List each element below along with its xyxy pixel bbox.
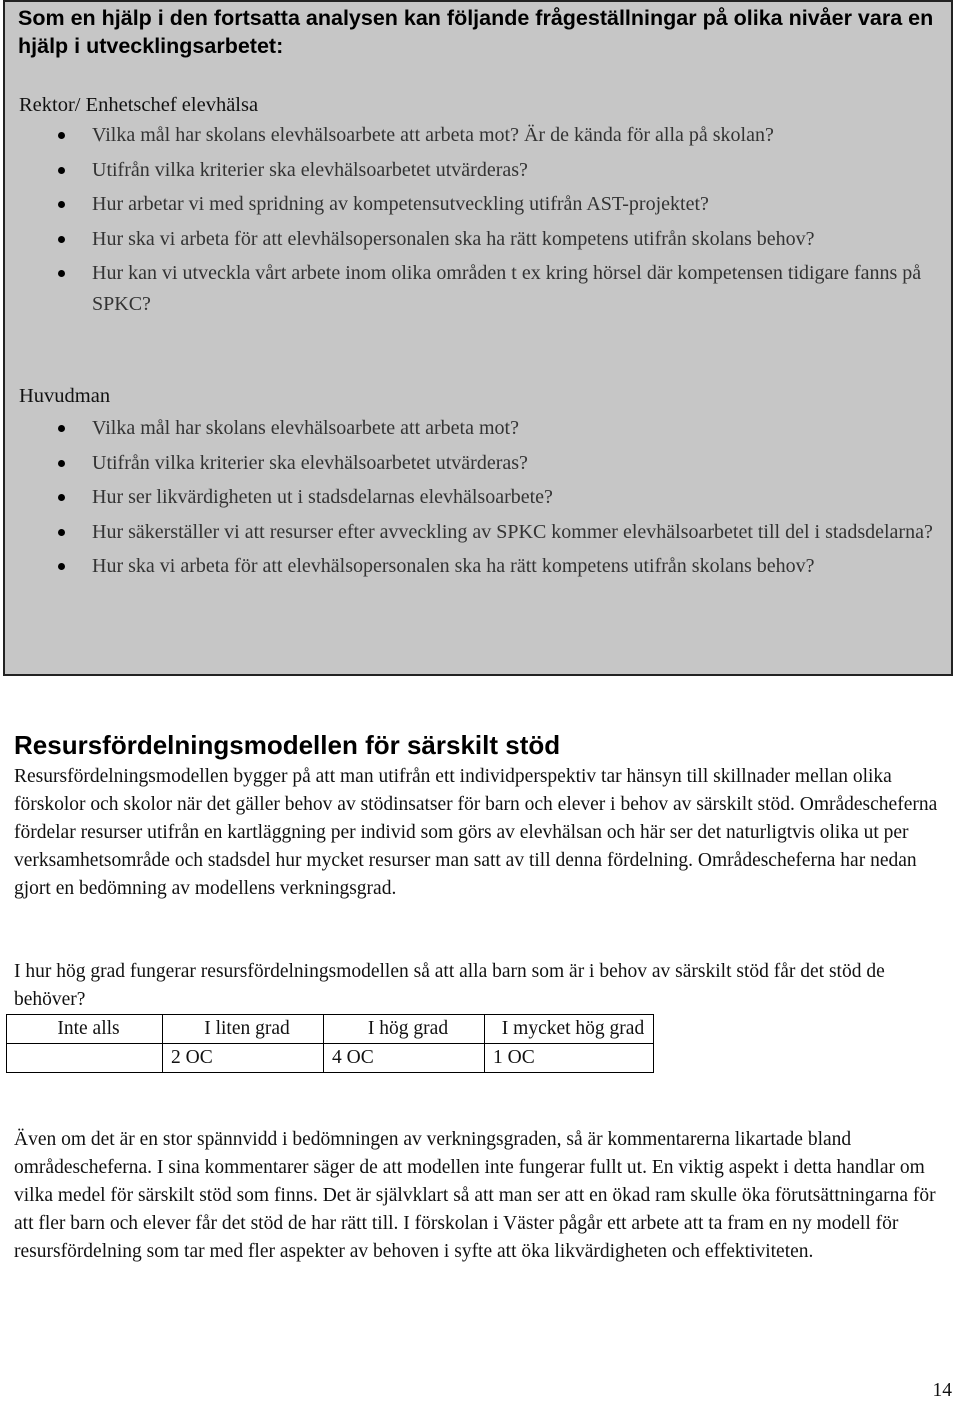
question-list-rektor	[5, 120, 950, 324]
table-header-cell: Inte alls	[7, 1015, 163, 1044]
table-header-cell: I hög grad	[324, 1015, 485, 1044]
list-item: Vilka mål har skolans elevhälsoarbete att arbeta mot? Är de kända för alla på skolan?	[5, 120, 950, 151]
list-item: Hur säkerställer vi att resurser efter avveckling av SPKC kommer elevhälsoarbetet till del i stadsdelarna?	[5, 517, 950, 548]
bullet-icon	[58, 270, 65, 277]
paragraph-model-description: Resursfördelningsmodellen bygger på att man utifrån ett individperspektiv tar hänsyn till skillnader mellan olika förskolor och skolor när det gäller behov av stödinsatser för barn och elever i behov av särskilt stöd. Områdescheferna fördelar resurser utifrån en kartläggning per individ som görs av elevhälsan och här ser det naturligtvis olika ut per verksamhetsområde och stadsdel hur mycket resurser man satt av till denna fördelning. Områdescheferna har nedan gjort en bedömning av modellens verkningsgrad.	[14, 766, 938, 899]
section-heading-resursfordelning: Resursfördelningsmodellen för särskilt stöd	[14, 730, 561, 760]
paragraph-question: I hur hög grad fungerar resursfördelningsmodellen så att alla barn som är i behov av särskilt stöd får det stöd de behöver?	[14, 961, 885, 1010]
list-item: Hur kan vi utveckla vårt arbete inom olika områden t ex kring hörsel där kompetensen tidigare fanns på SPKC?	[5, 258, 950, 320]
bullet-icon	[58, 236, 65, 243]
paragraph-comments: Även om det är en stor spännvidd i bedömningen av verkningsgraden, så är kommentarerna likartade bland områdescheferna. I sina kommentarer säger de att modellen inte fungerar fullt ut. En viktig aspekt i detta handlar om vilka medel för särskilt stöd som finns. Det är självklart så att man ser att en ökad ram skulle öka förutsättningarna för att fler barn och elever får det stöd de har rätt till. I förskolan i Väster pågår ett arbete att ta fram en ny modell för resursfördelning som tar med fler aspekter av behoven i syfte att öka likvärdigheten och effektiviteten.	[14, 1129, 936, 1262]
table-header-cell: I liten grad	[163, 1015, 324, 1044]
bullet-icon	[58, 494, 65, 501]
list-item: Hur arbetar vi med spridning av kompetensutveckling utifrån AST-projektet?	[5, 189, 950, 220]
list-item: Hur ska vi arbeta för att elevhälsopersonalen ska ha rätt kompetens utifrån skolans behov?	[5, 551, 950, 582]
bullet-icon	[58, 201, 65, 208]
bullet-icon	[58, 460, 65, 467]
table-header-row	[7, 1015, 654, 1044]
list-item: Utifrån vilka kriterier ska elevhälsoarbetet utvärderas?	[5, 155, 950, 186]
assessment-table	[6, 1014, 654, 1073]
section-heading-rektor: Rektor/ Enhetschef elevhälsa	[19, 94, 259, 116]
bullet-icon	[58, 529, 65, 536]
list-item: Vilka mål har skolans elevhälsoarbete att arbeta mot?	[5, 413, 950, 444]
box-title: Som en hjälp i den fortsatta analysen kan följande frågeställningar på olika nivåer vara en hjälp i utvecklingsarbetet:	[18, 6, 934, 58]
table-header-cell: I mycket hög grad	[485, 1015, 654, 1044]
section-heading-huvudman: Huvudman	[19, 385, 111, 407]
bullet-icon	[58, 425, 65, 432]
table-cell: 4 OC	[324, 1044, 485, 1073]
list-item: Hur ser likvärdigheten ut i stadsdelarnas elevhälsoarbete?	[5, 482, 950, 513]
bullet-icon	[58, 563, 65, 570]
table-cell: 1 OC	[485, 1044, 654, 1073]
table-row	[7, 1044, 654, 1073]
bullet-icon	[58, 132, 65, 139]
table-cell	[7, 1044, 163, 1073]
list-item: Utifrån vilka kriterier ska elevhälsoarbetet utvärderas?	[5, 448, 950, 479]
list-item: Hur ska vi arbeta för att elevhälsopersonalen ska ha rätt kompetens utifrån skolans behov?	[5, 224, 950, 255]
bullet-icon	[58, 167, 65, 174]
question-list-huvudman	[5, 413, 950, 586]
questions-box	[3, 0, 953, 676]
page-number: 14	[932, 1380, 952, 1401]
table-cell: 2 OC	[163, 1044, 324, 1073]
